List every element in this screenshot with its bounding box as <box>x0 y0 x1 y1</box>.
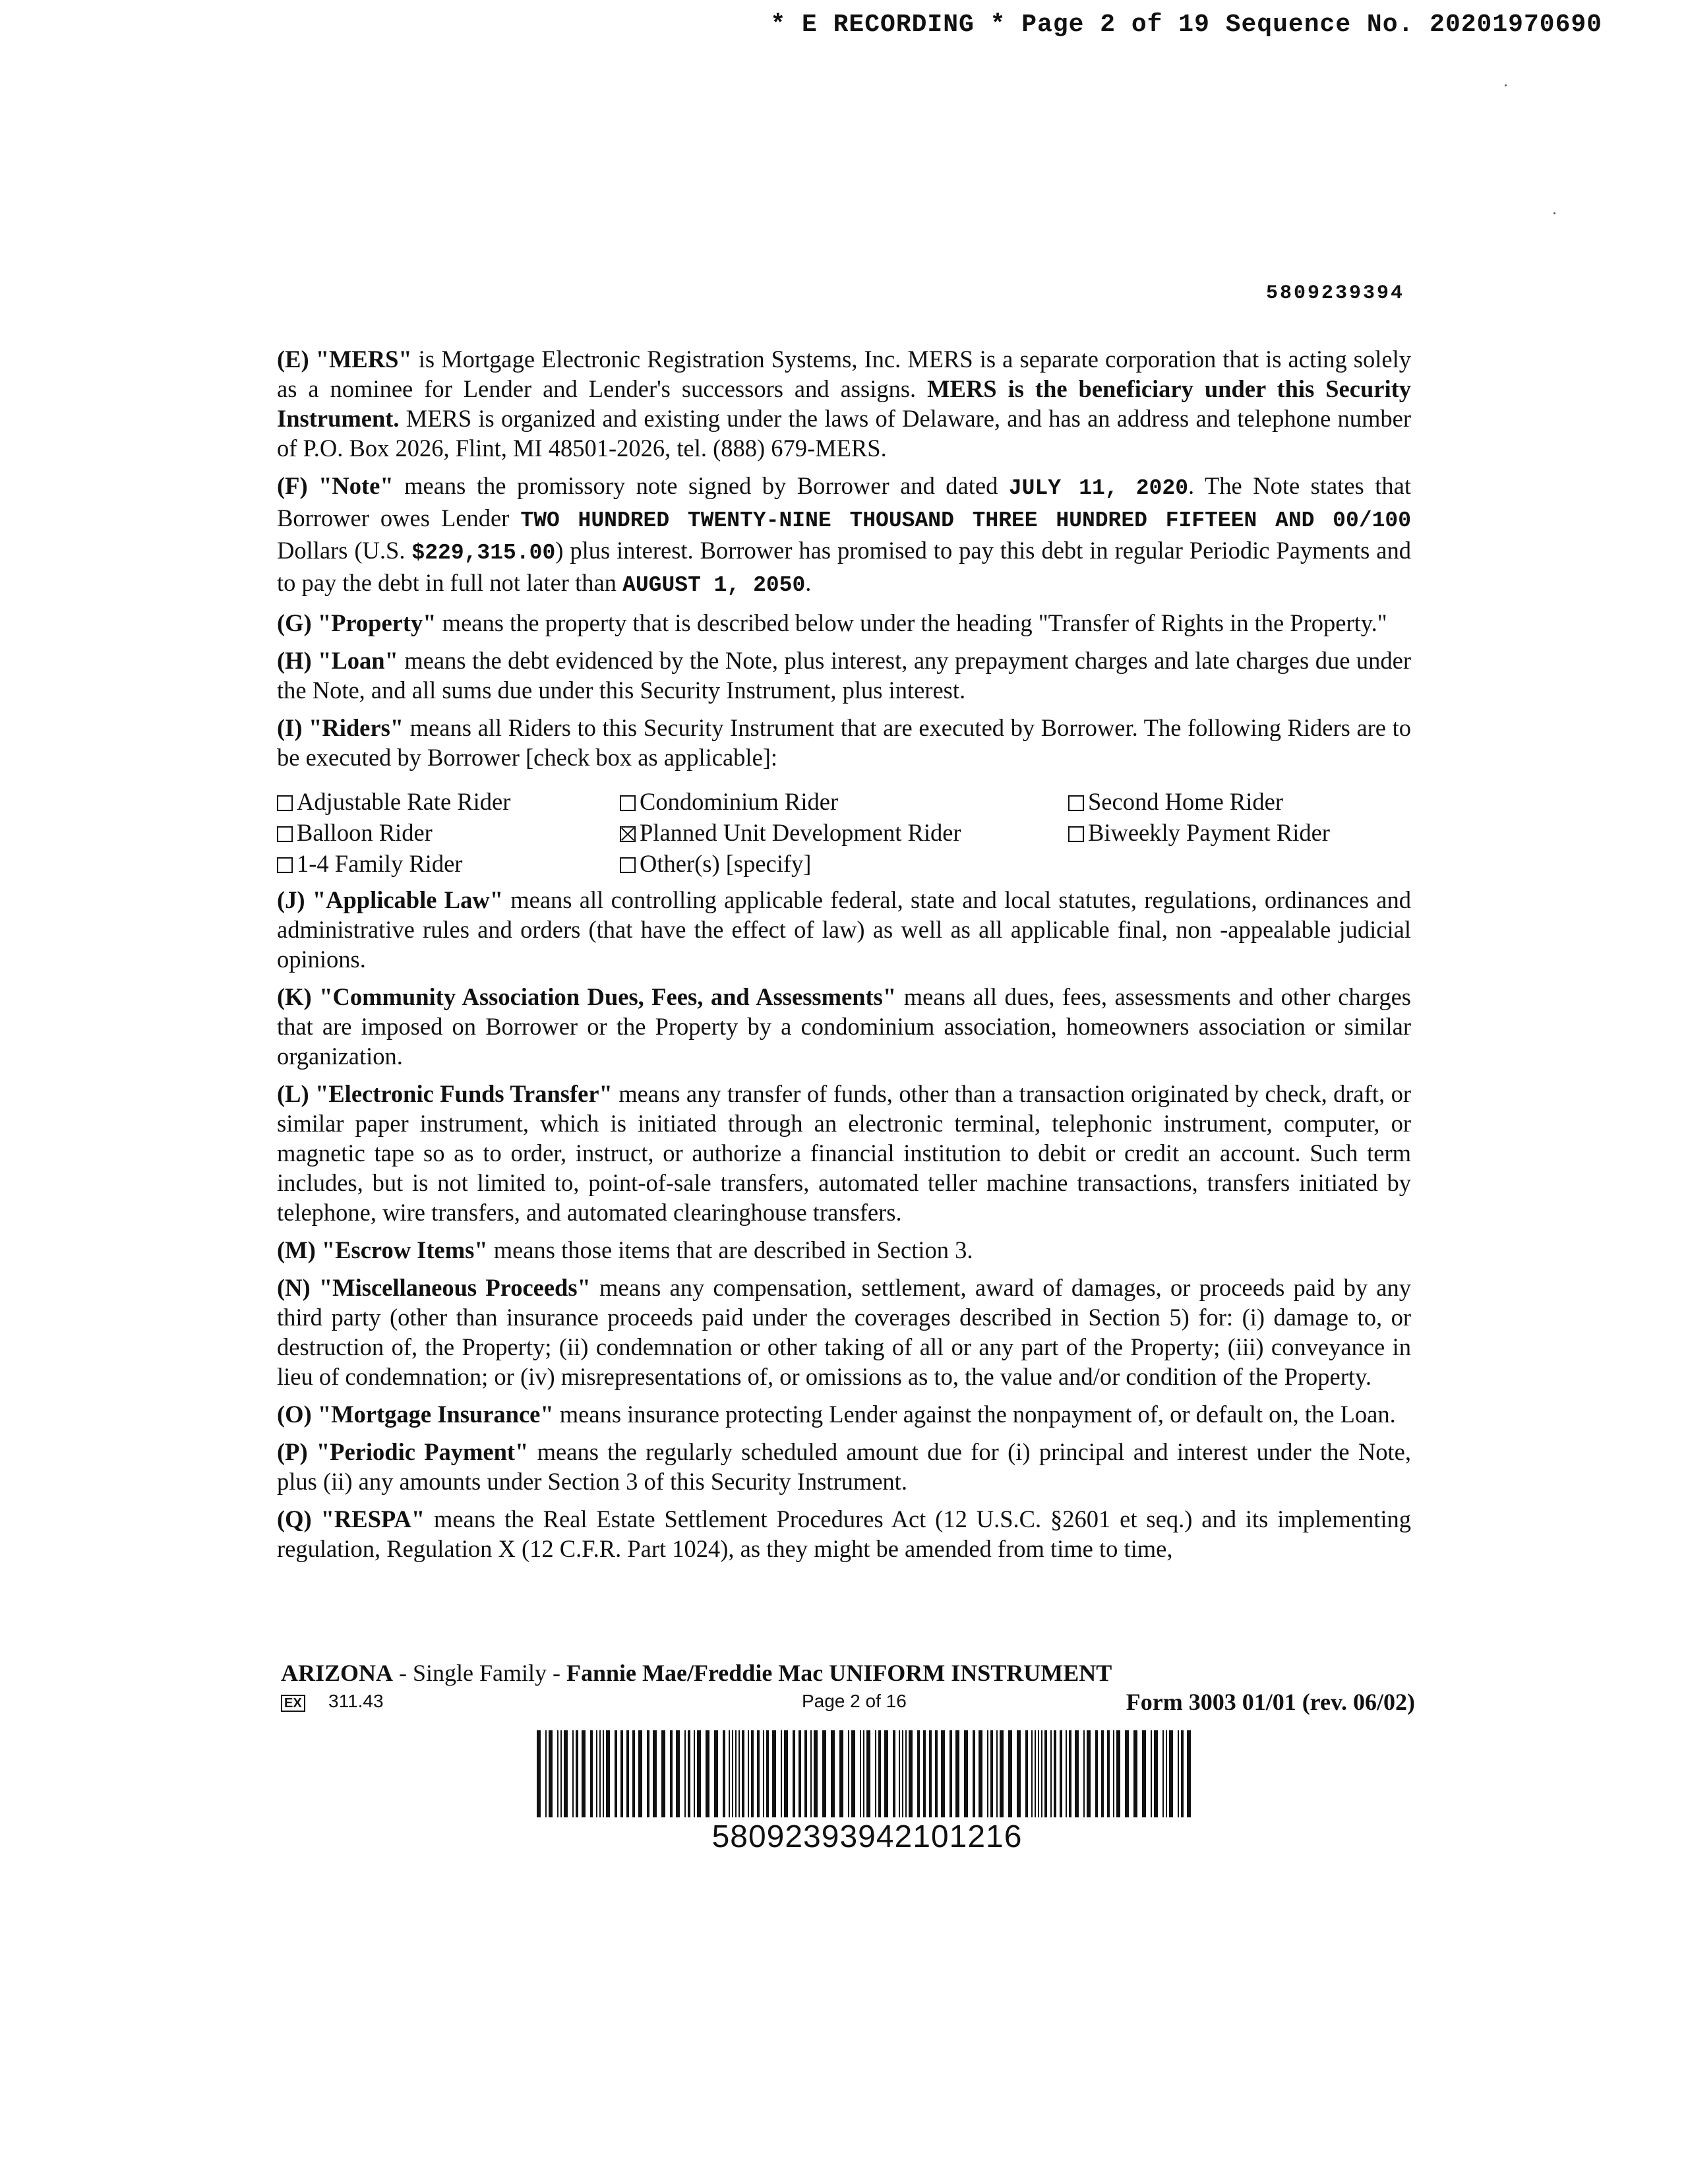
definition-text: means all dues, fees, assessments and other charges that are imposed on Borrower or the Property by a condominium association, homeowners association or similar organization. <box>277 983 1411 1070</box>
barcode-bar <box>799 1730 801 1817</box>
barcode-bar <box>537 1730 541 1817</box>
barcode-bar <box>902 1730 903 1817</box>
checkbox-icon[interactable] <box>620 857 636 873</box>
barcode-bar <box>1107 1730 1110 1817</box>
barcode-bar <box>620 1730 623 1817</box>
rider-1-4-family[interactable] <box>277 849 620 878</box>
barcode-bar <box>941 1730 945 1817</box>
barcode-bar <box>917 1730 920 1817</box>
barcode-bar <box>810 1730 812 1817</box>
barcode-bar <box>793 1730 795 1817</box>
term-label: (K) "Community Association Dues, Fees, and Assessments" <box>277 983 897 1010</box>
term-label: (I) "Riders" <box>277 714 404 741</box>
definition-text: is Mortgage Electronic Registration Systems, Inc. MERS is a separate corporation that is acting solely as a nominee for Lender and Lender's successors and assigns. <box>277 346 1411 402</box>
barcode-bar <box>851 1730 855 1817</box>
checkbox-icon[interactable] <box>277 826 293 842</box>
term-label: (M) "Escrow Items" <box>277 1236 488 1263</box>
barcode-bar <box>549 1730 553 1817</box>
form-number: Form 3003 01/01 (rev. 06/02) <box>1126 1689 1415 1715</box>
barcode-bar <box>1151 1730 1152 1817</box>
barcode-bar <box>723 1730 725 1817</box>
barcode-bar <box>1162 1730 1164 1817</box>
barcode-bar <box>863 1730 864 1817</box>
barcode-bar <box>626 1730 629 1817</box>
barcode-bar <box>839 1730 843 1817</box>
rider-label: Other(s) [specify] <box>640 850 812 877</box>
barcode-bar <box>564 1730 568 1817</box>
checkbox-icon[interactable] <box>277 857 293 873</box>
definition-text: ) plus interest. Borrower has promised to pay this debt in regular Periodic Payments and to pay the debt in full not later than <box>277 537 1412 596</box>
barcode-bar <box>742 1730 744 1817</box>
barcode-bar <box>1025 1730 1028 1817</box>
definition-note <box>277 471 1411 600</box>
definition-text: . <box>805 569 812 596</box>
barcode-bar <box>653 1730 657 1817</box>
barcode-bar <box>822 1730 826 1817</box>
checked-checkbox-icon[interactable] <box>620 826 636 842</box>
rider-second-home[interactable] <box>1068 787 1411 816</box>
barcode-bar <box>804 1730 807 1817</box>
barcode-bar <box>1008 1730 1012 1817</box>
barcode-bar <box>964 1730 968 1817</box>
barcode-bar <box>599 1730 601 1817</box>
term-label: (F) "Note" <box>277 472 394 499</box>
barcode-bar <box>638 1730 642 1817</box>
definition-electronic-funds-transfer <box>277 1079 1411 1227</box>
definition-text: Dollars (U.S. <box>277 537 412 564</box>
barcode-bar <box>560 1730 562 1817</box>
scan-speck <box>1505 84 1507 86</box>
barcode-bar <box>950 1730 952 1817</box>
barcode-bar <box>929 1730 932 1817</box>
barcode-bar <box>893 1730 895 1817</box>
rider-label: 1-4 Family Rider <box>297 850 463 877</box>
barcode-bar <box>990 1730 993 1817</box>
barcode-bar <box>1017 1730 1021 1817</box>
barcode-bar <box>923 1730 926 1817</box>
barcode-bar <box>606 1730 610 1817</box>
footer-separator: - Single Family - <box>393 1660 567 1686</box>
barcode-bar <box>738 1730 740 1817</box>
barcode-bar <box>1101 1730 1104 1817</box>
definition-text: means all Riders to this Security Instrument that are executed by Borrower. The following Riders are to be executed by Borrower [check box as applicable]: <box>277 714 1411 771</box>
barcode-bar <box>763 1730 764 1817</box>
loan-document-number: 5809239394 <box>1265 282 1404 305</box>
barcode-bar <box>905 1730 907 1817</box>
rider-label: Planned Unit Development Rider <box>640 819 961 846</box>
definition-text: means the regularly scheduled amount due for (i) principal and interest under the Note, plus (ii) any amounts under Section 3 of this Security Instrument. <box>277 1438 1412 1495</box>
barcode-bar <box>1069 1730 1071 1817</box>
footer-row <box>281 1688 1415 1714</box>
barcode-bar <box>1116 1730 1120 1817</box>
barcode-bar <box>603 1730 604 1817</box>
definition-miscellaneous-proceeds <box>277 1273 1411 1391</box>
definition-mortgage-insurance <box>277 1399 1411 1429</box>
checkbox-icon[interactable] <box>1068 826 1084 842</box>
barcode-bar <box>1178 1730 1179 1817</box>
definition-emphasis: MERS is the beneficiary under this Security Instrument. <box>277 375 1411 432</box>
definitions-body <box>277 344 1411 1571</box>
rider-condominium[interactable] <box>620 787 1068 816</box>
barcode-bar <box>784 1730 788 1817</box>
barcode-bar <box>1000 1730 1004 1817</box>
term-label: (O) "Mortgage Insurance" <box>277 1401 554 1428</box>
barcode-bar <box>615 1730 617 1817</box>
definition-text: means the property that is described below under the heading "Transfer of Rights in the Property." <box>436 609 1387 636</box>
barcode-bar <box>1133 1730 1137 1817</box>
barcode-bar <box>545 1730 547 1817</box>
rider-other[interactable] <box>620 849 1068 878</box>
barcode-bar <box>781 1730 782 1817</box>
barcode-bar <box>751 1730 754 1817</box>
term-label: (J) "Applicable Law" <box>277 886 503 913</box>
term-label: (E) "MERS" <box>277 346 412 373</box>
barcode-bar <box>714 1730 718 1817</box>
barcode-bar <box>1050 1730 1052 1817</box>
definition-mers <box>277 344 1411 463</box>
footer-state: ARIZONA <box>281 1660 394 1686</box>
barcode-bar <box>909 1730 913 1817</box>
barcode-bars <box>534 1730 1200 1817</box>
barcode-bar <box>1087 1730 1091 1817</box>
scan-speck <box>1553 212 1555 214</box>
definition-text: means insurance protecting Lender against the nonpayment of, or default on, the Loan. <box>553 1401 1396 1428</box>
term-label: (L) "Electronic Funds Transfer" <box>277 1080 613 1107</box>
rider-label: Condominium Rider <box>640 788 839 815</box>
barcode-bar <box>684 1730 686 1817</box>
barcode-bar <box>955 1730 959 1817</box>
barcode-bar <box>935 1730 938 1817</box>
barcode-bar <box>973 1730 975 1817</box>
barcode-bar <box>688 1730 690 1817</box>
barcode-bar <box>1060 1730 1062 1817</box>
form-code: 311.43 <box>328 1691 384 1711</box>
note-date: JULY 11, 2020 <box>1008 476 1189 501</box>
barcode-bar <box>1083 1730 1085 1817</box>
barcode-bar <box>979 1730 982 1817</box>
definition-community-association-dues <box>277 982 1411 1071</box>
definition-text: means all controlling applicable federal, state and local statutes, regulations, ordinances and administrative rules and orders (that have the effect of law) as well as all applicable final, non -appealable judicial opinions. <box>277 886 1411 973</box>
term-label: (G) "Property" <box>277 609 437 636</box>
barcode-bar <box>647 1730 649 1817</box>
barcode-bar <box>1154 1730 1158 1817</box>
barcode-bar <box>757 1730 760 1817</box>
barcode-bar <box>661 1730 665 1817</box>
checkbox-icon[interactable] <box>277 795 293 811</box>
definition-riders <box>277 713 1411 772</box>
recording-header: * E RECORDING * Page 2 of 19 Sequence No. 20201970690 <box>770 11 1602 39</box>
definition-text: means any compensation, settlement, award of damages, or proceeds paid by any third party (other than insurance proceeds paid under the coverages described in Section 5) for: (i) damage to, or destruction of, the Property; (ii) condemnation or other taking of all or any part of the Property; (iii) conveyance in lieu of condemnation; or (iv) misrepresentations of, or omissions as to, the value and/or condition of the Property. <box>277 1274 1412 1390</box>
definition-text: means the Real Estate Settlement Procedures Act (12 U.S.C. §2601 et seq.) and its implementing regulation, Regulation X (12 C.F.R. Part 1024), as they might be amended from time to time, <box>277 1505 1411 1562</box>
barcode-number: 58092393942101216 <box>711 1819 1023 1854</box>
page-number: Page 2 of 16 <box>802 1691 907 1711</box>
rider-label: Adjustable Rate Rider <box>297 788 511 815</box>
barcode-bar <box>1187 1730 1191 1817</box>
rider-label: Biweekly Payment Rider <box>1088 819 1330 846</box>
rider-biweekly-payment[interactable] <box>1068 818 1411 847</box>
barcode-bar <box>899 1730 900 1817</box>
barcode-bar <box>1044 1730 1047 1817</box>
barcode-bar <box>1066 1730 1067 1817</box>
barcode-bar <box>1075 1730 1079 1817</box>
barcode-bar <box>875 1730 876 1817</box>
barcode-bar <box>582 1730 586 1817</box>
barcode-bar <box>694 1730 695 1817</box>
form-provider-logo: EX <box>281 1695 305 1712</box>
barcode-bar <box>1169 1730 1173 1817</box>
barcode-bar <box>1035 1730 1036 1817</box>
rider-planned-unit-development[interactable] <box>620 818 1068 847</box>
barcode-bar <box>772 1730 776 1817</box>
barcode-bar <box>1181 1730 1184 1817</box>
form-footer <box>281 1659 1415 1714</box>
definition-text: means the promissory note signed by Borrower and dated <box>393 472 1009 499</box>
barcode-bar <box>676 1730 680 1817</box>
loan-amount: $229,315.00 <box>411 541 556 565</box>
barcode-bar <box>1054 1730 1056 1817</box>
barcode-bar <box>860 1730 861 1817</box>
riders-checklist <box>277 787 1411 878</box>
footer-title <box>281 1659 1415 1687</box>
definition-text: MERS is organized and existing under the laws of Delaware, and has an address and telephone number of P.O. Box 2026, Flint, MI 48501-2026, tel. (888) 679-MERS. <box>277 405 1411 462</box>
barcode-bar <box>1113 1730 1114 1817</box>
barcode-bar <box>996 1730 998 1817</box>
barcode-bar <box>1041 1730 1042 1817</box>
barcode-bar <box>732 1730 733 1817</box>
definition-loan <box>277 646 1411 705</box>
footer-instrument: Fannie Mae/Freddie Mac UNIFORM INSTRUMENT <box>566 1660 1112 1686</box>
barcode-bar <box>1125 1730 1129 1817</box>
barcode-bar <box>878 1730 881 1817</box>
term-label: (Q) "RESPA" <box>277 1505 425 1532</box>
barcode-bar <box>632 1730 635 1817</box>
barcode-bar <box>1038 1730 1039 1817</box>
rider-balloon[interactable] <box>277 818 620 847</box>
term-label: (P) "Periodic Payment" <box>277 1438 529 1465</box>
definition-applicable-law <box>277 885 1411 974</box>
barcode-bar <box>670 1730 673 1817</box>
barcode-bar <box>748 1730 749 1817</box>
barcode-bar <box>735 1730 737 1817</box>
barcode-bar <box>729 1730 730 1817</box>
barcode-bar <box>590 1730 593 1817</box>
barcode-bar <box>596 1730 597 1817</box>
loan-amount-words: TWO HUNDRED TWENTY-NINE THOUSAND THREE HUNDRED FIFTEEN AND 00/100 <box>520 508 1411 533</box>
definition-text: means the debt evidenced by the Note, plus interest, any prepayment charges and late charges due under the Note, and all sums due under this Security Instrument, plus interest. <box>277 647 1411 704</box>
definition-text: means any transfer of funds, other than a transaction originated by check, draft, or similar paper instrument, which is initiated through an electronic terminal, telephonic instrument, computer, or magnetic tape so as to order, instruct, or authorize a financial institution to debit or credit an account. Such term includes, but is not limited to, point-of-sale transfers, automated teller machine transactions, transfers initiated by telephone, wire transfers, and automated clearinghouse transfers. <box>277 1080 1411 1226</box>
barcode-bar <box>766 1730 769 1817</box>
barcode-bar <box>706 1730 709 1817</box>
barcode-bar <box>1166 1730 1167 1817</box>
barcode-bar <box>557 1730 558 1817</box>
barcode-bar <box>572 1730 574 1817</box>
rider-label: Balloon Rider <box>297 819 433 846</box>
checkbox-icon[interactable] <box>620 795 636 811</box>
barcode-bar <box>1095 1730 1098 1817</box>
barcode-bar <box>814 1730 818 1817</box>
maturity-date: AUGUST 1, 2050 <box>622 573 806 597</box>
term-label: (N) "Miscellaneous Proceeds" <box>277 1274 591 1301</box>
barcode-bar <box>1031 1730 1033 1817</box>
rider-adjustable-rate[interactable] <box>277 787 620 816</box>
barcode-bar <box>576 1730 578 1817</box>
barcode-bar <box>831 1730 835 1817</box>
barcode <box>534 1730 1200 1817</box>
term-label: (H) "Loan" <box>277 647 398 674</box>
checkbox-icon[interactable] <box>1068 795 1084 811</box>
barcode-bar <box>866 1730 870 1817</box>
barcode-bar <box>884 1730 888 1817</box>
barcode-bar <box>848 1730 849 1817</box>
definition-periodic-payment <box>277 1437 1411 1496</box>
rider-label: Second Home Rider <box>1088 788 1283 815</box>
definition-text: . The Note states that Borrower owes Lender <box>277 472 1411 531</box>
barcode-bar <box>1142 1730 1146 1817</box>
barcode-bar <box>697 1730 701 1817</box>
definition-escrow-items <box>277 1235 1411 1265</box>
definition-respa <box>277 1504 1411 1563</box>
barcode-bar <box>987 1730 988 1817</box>
definition-property <box>277 608 1411 638</box>
definition-text: means those items that are described in Section 3. <box>487 1236 973 1263</box>
